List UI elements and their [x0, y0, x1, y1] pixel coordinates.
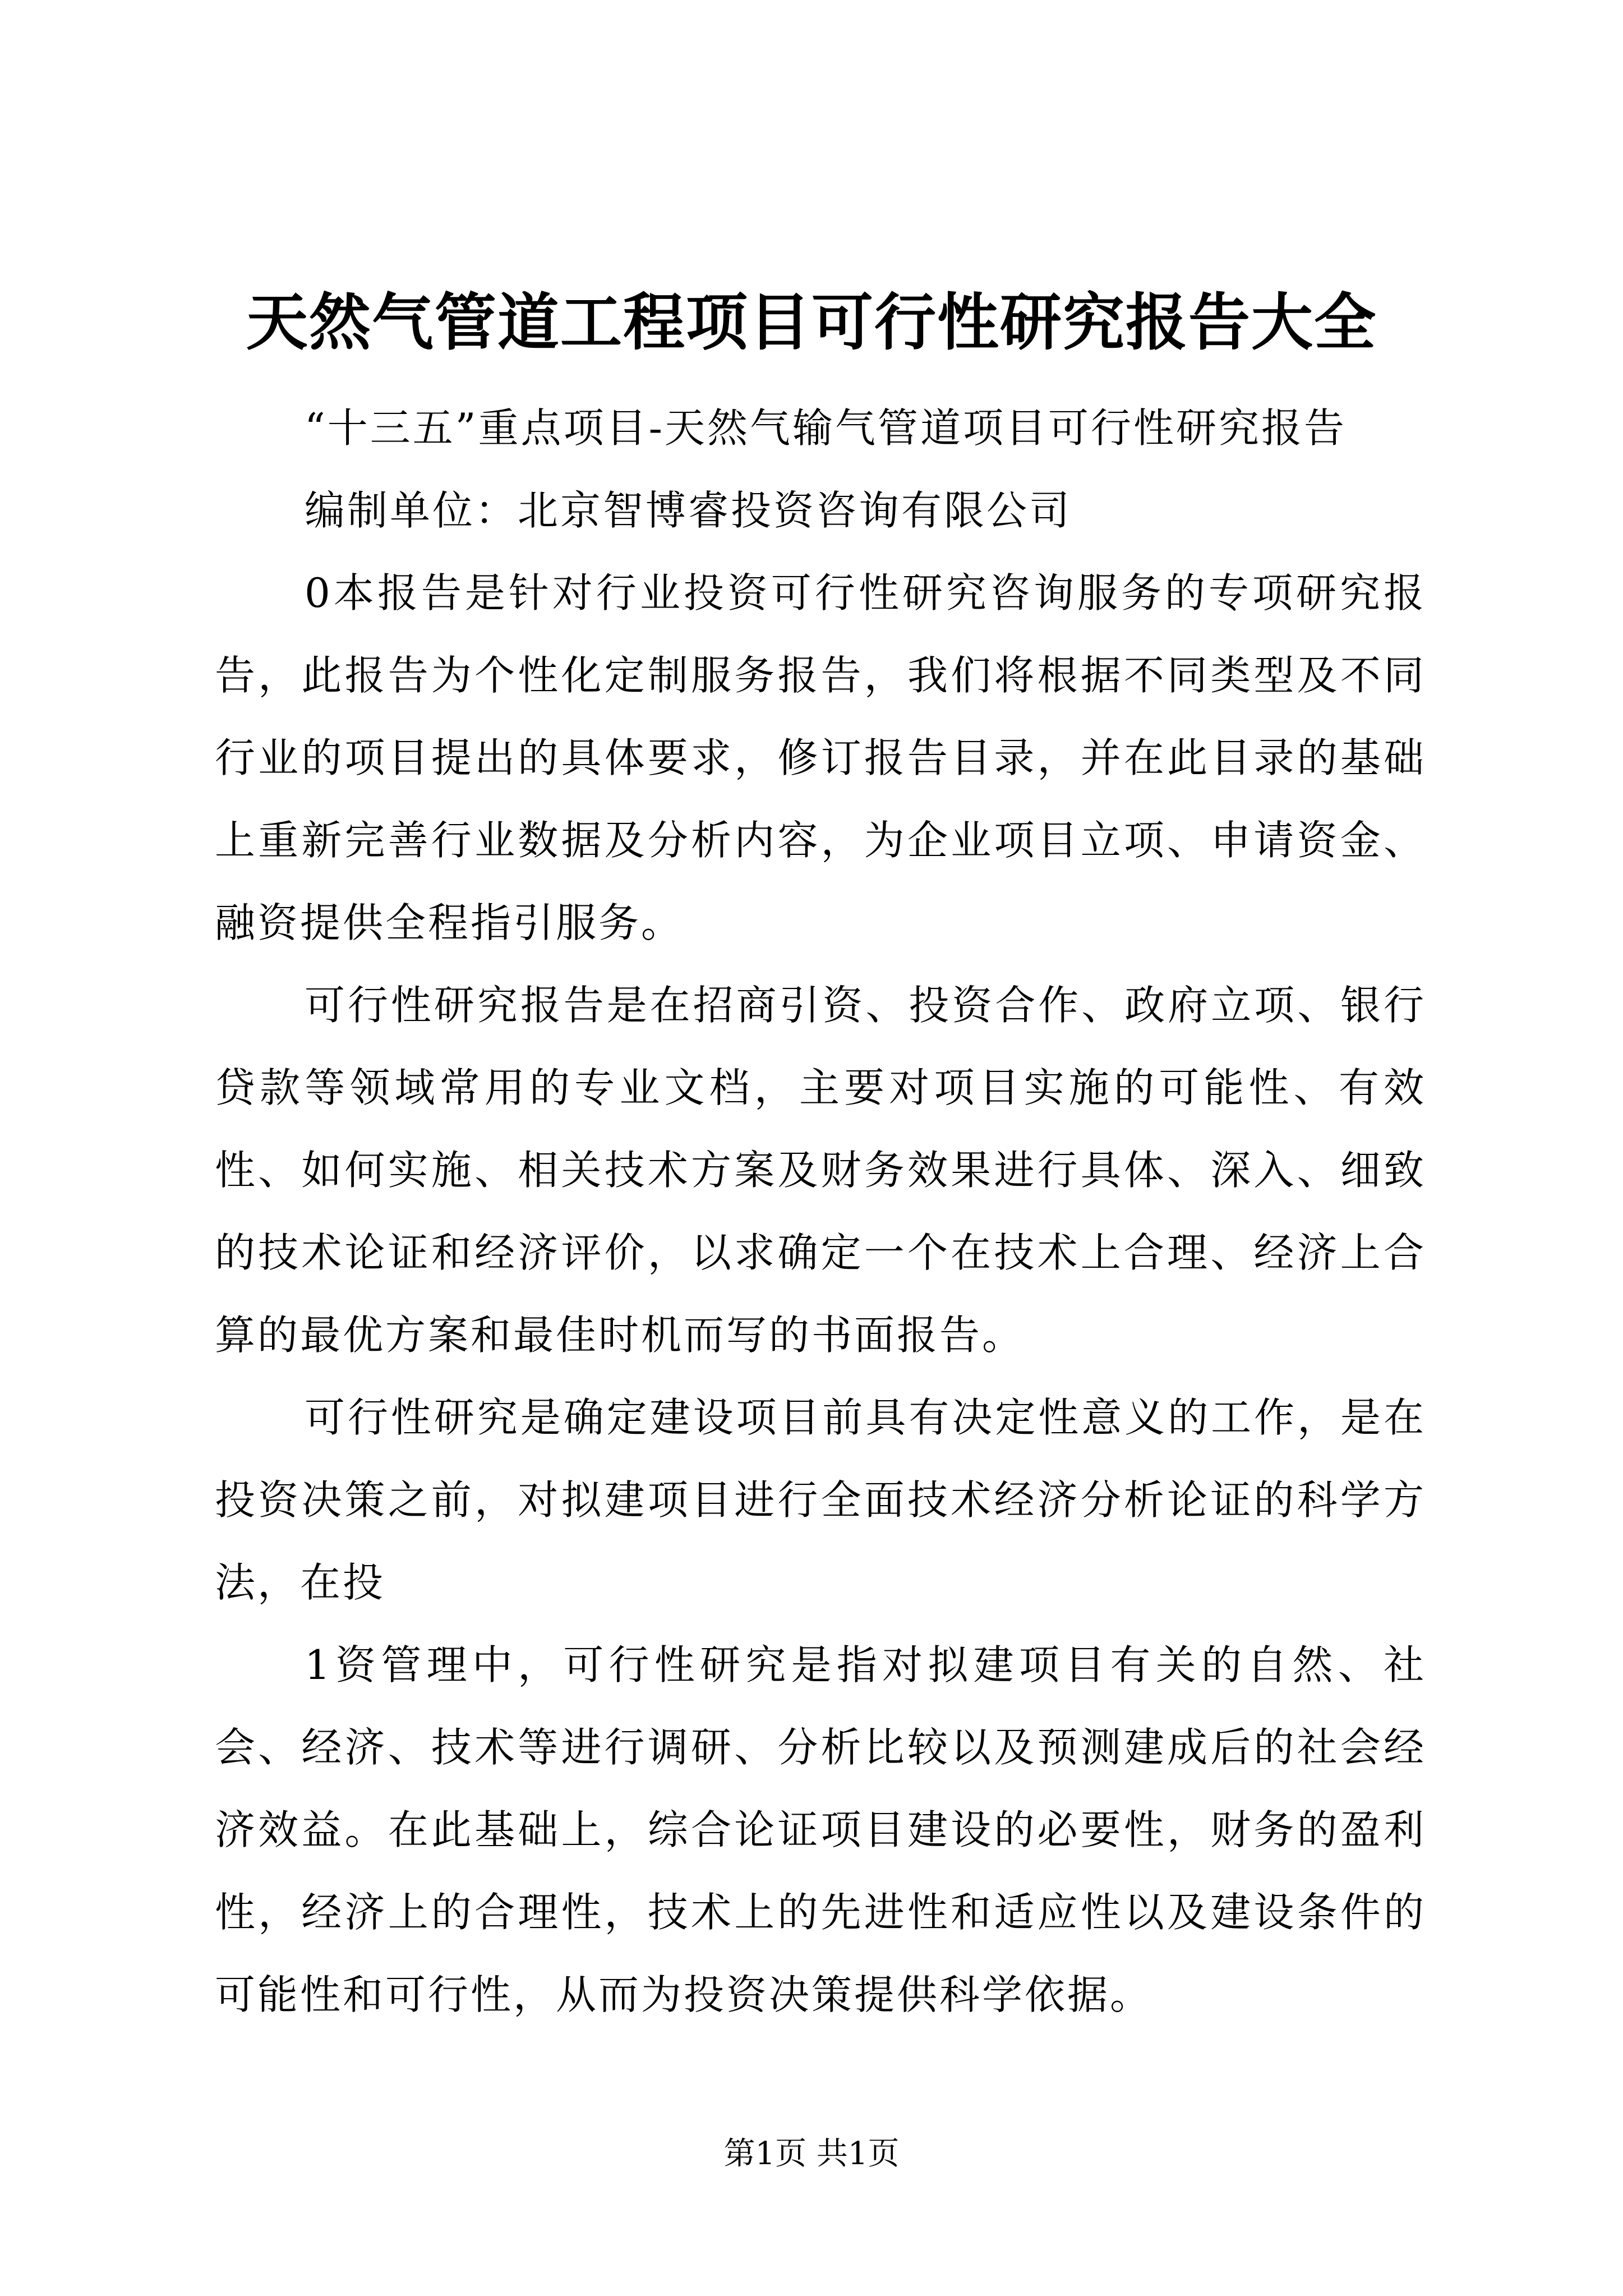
body-paragraph: 可行性研究报告是在招商引资、投资合作、政府立项、银行贷款等领域常用的专业文档，主要对项目实施的可能性、有效性、如何实施、相关技术方案及财务效果进行具体、深入、细致的技术论证和经济评价，以求确定一个在技术上合理、经济上合算的最优方案和最佳时机而写的书面报告。 [215, 982, 1426, 1359]
page-footer: 第1页 共1页 [723, 2136, 900, 2172]
subtitle-paragraph: “十三五”重点项目-天然气输气管道项目可行性研究报告 [305, 404, 1347, 452]
author-paragraph: 编制单位：北京智博睿投资咨询有限公司 [305, 487, 1072, 534]
body-paragraph: 可行性研究是确定建设项目前具有决定性意义的工作，是在投资决策之前，对拟建项目进行全面技术经济分析论证的科学方法，在投 [215, 1394, 1426, 1606]
document-title: 天然气管道工程项目可行性研究报告大全 [246, 286, 1377, 358]
body-paragraph: 0本报告是针对行业投资可行性研究咨询服务的专项研究报告，此报告为个性化定制服务报告，我们将根据不同类型及不同行业的项目提出的具体要求，修订报告目录，并在此目录的基础上重新完善行业数据及分析内容，为企业项目立项、申请资金、融资提供全程指引服务。 [215, 569, 1426, 946]
document-body [215, 387, 1426, 2036]
body-paragraph: 1资管理中，可行性研究是指对拟建项目有关的自然、社会、经济、技术等进行调研、分析比较以及预测建成后的社会经济效益。在此基础上，综合论证项目建设的必要性，财务的盈利性，经济上的合理性，技术上的先进性和适应性以及建设条件的可能性和可行性，从而为投资决策提供科学依据。 [215, 1641, 1426, 2018]
